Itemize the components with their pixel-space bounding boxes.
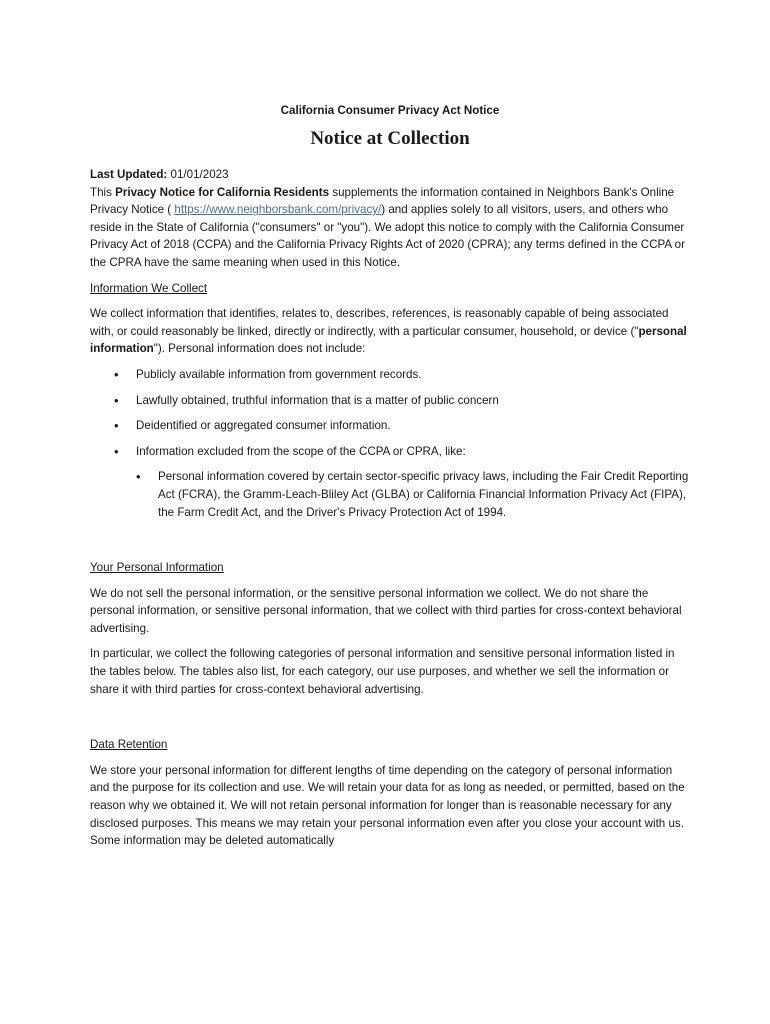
personal-paragraph-2: In particular, we collect the following categories of personal information and sensitive personal information listed in the tables below. The tables also list, for each category, our use purposes, and whether we sell the information or share it with third parties for cross-context behavioral advertising. <box>90 647 675 696</box>
intro-text-1: This <box>90 185 116 199</box>
collect-text-1: We collect information that identifies, relates to, describes, references, is reasonably capable of being associated with, or could reasonably be linked, directly or indirectly, with a particular consumer, household, or device (" <box>90 307 669 338</box>
list-item: • Deidentified or aggregated consumer information. <box>90 417 690 435</box>
section-heading-your-personal-information: Your Personal Information <box>90 561 224 575</box>
list-item: • Publicly available information from government records. <box>90 366 690 384</box>
last-updated-label: Last Updated: <box>90 168 168 181</box>
list-item: • Lawfully obtained, truthful information that is a matter of public concern <box>90 392 690 410</box>
document-body <box>90 102 690 858</box>
list-item-text: Information excluded from the scope of the CCPA or CPRA, like: <box>136 444 466 458</box>
last-updated-value: 01/01/2023 <box>167 168 229 181</box>
intro-text-3: ) and applies solely to all visitors, users, and others who reside in the State of California ("consumers" or "you"). We adopt this notice to comply with the California Consumer Privacy Act of 2018 (CCPA) and the California Privacy Rights Act of 2020 (CPRA); any terms defined in the CCPA or the CPRA have the same meaning when used in this Notice. <box>90 203 685 269</box>
document-subtitle: California Consumer Privacy Act Notice <box>280 104 500 117</box>
intro-text-2: supplements the information contained in Neighbors Bank's Online Privacy Notice ( <box>90 185 675 217</box>
sub-list <box>136 468 690 521</box>
collect-paragraph <box>90 305 690 358</box>
exclusions-list <box>90 366 690 521</box>
personal-paragraph-1: We do not sell the personal information, or the sensitive personal information we collect. We do not share the personal information, or sensitive personal information, that we collect with third parties for cross-context behavioral advertising. <box>90 586 682 635</box>
collect-text-2: "). Personal information does not include: <box>153 342 366 356</box>
section-heading-data-retention: Data Retention <box>90 738 168 752</box>
section-heading-information-we-collect: Information We Collect <box>90 281 208 295</box>
privacy-notice-link[interactable]: https://www.neighborsbank.com/privacy/ <box>174 203 382 217</box>
last-updated <box>90 166 690 184</box>
document-title: Notice at Collection <box>310 128 470 149</box>
sub-list-item: • Personal information covered by certain sector-specific privacy laws, including the Fair Credit Reporting Act (FCRA), the Gramm-Leach-Bliley Act (GLBA) or California Financial Information Privacy Act (FIPA), the Farm Credit Act, and the Driver's Privacy Protection Act of 1994. <box>136 468 690 521</box>
list-item-with-sublist <box>90 443 690 521</box>
intro-bold-title: Privacy Notice for California Residents <box>115 185 330 199</box>
retention-paragraph: We store your personal information for different lengths of time depending on the category of personal information and the purpose for its collection and use. We will retain your data for as long as needed, or permitted, based on the reason why we obtained it. We will not retain personal information for longer than is reasonable necessary for any disclosed purposes. This means we may retain your personal information even after you close your account with us. Some information may be deleted automatically <box>90 763 685 848</box>
intro-paragraph <box>90 184 690 272</box>
collect-bold-term: personal information <box>90 324 687 356</box>
